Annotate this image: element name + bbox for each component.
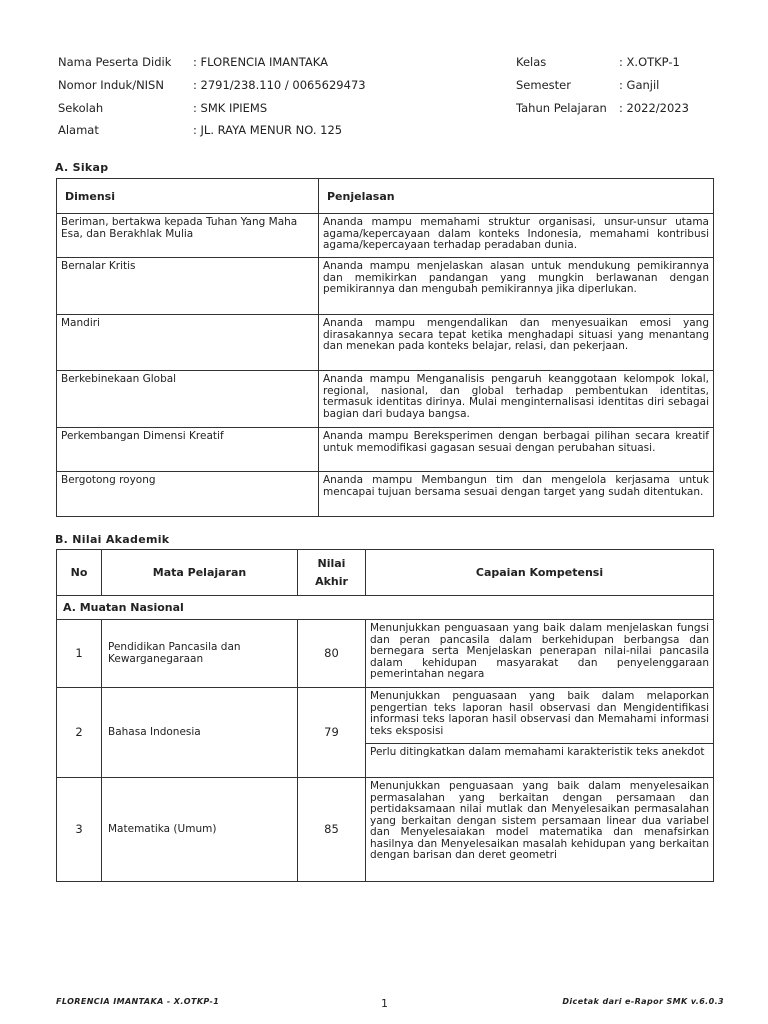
nilai-cell: 80 [298, 620, 366, 688]
penjelasan-cell: Ananda mampu memahami struktur organisasi, unsur-unsur utama agama/kepercayaan dalam konteks Indonesia, memahami kontribusi agama/kepercayaan terhadap peradaban dunia. [319, 214, 714, 258]
group-row [57, 596, 714, 620]
info-value: : 2791/238.110 / 0065629473 [193, 78, 366, 92]
table-row [57, 371, 714, 428]
mapel-cell: Matematika (Umum) [102, 778, 298, 882]
info-label: Tahun Pelajaran [516, 101, 607, 115]
table-header-row [57, 550, 714, 596]
dimensi-cell: Mandiri [57, 315, 319, 371]
info-label: Alamat [58, 123, 99, 137]
nilai-table [56, 549, 714, 882]
table-row [57, 620, 714, 688]
no-cell: 1 [57, 620, 102, 688]
info-label: Semester [516, 78, 571, 92]
header-nilai: Nilai Akhir [298, 550, 366, 596]
penjelasan-cell: Ananda mampu Menganalisis pengaruh keanggotaan kelompok lokal, regional, nasional, dan global terhadap pembentukan identitas, termasuk identitas dirinya. Mulai menginternalisasi identitas diri sebagai bagian dari budaya bangsa. [319, 371, 714, 428]
header-penjelasan: Penjelasan [319, 179, 714, 214]
info-label: Sekolah [58, 101, 104, 115]
info-label: Nama Peserta Didik [58, 55, 172, 69]
student-info-right [516, 55, 756, 125]
sikap-table [56, 178, 714, 517]
table-row [57, 688, 714, 744]
table-row [57, 778, 714, 882]
page-number: 1 [381, 997, 388, 1010]
penjelasan-cell: Ananda mampu Bereksperimen dengan berbagai pilihan secara kreatif untuk memodifikasi gagasan sesuai dengan perubahan situasi. [319, 428, 714, 472]
group-label: A. Muatan Nasional [57, 596, 714, 620]
table-row [57, 214, 714, 258]
table-row [57, 428, 714, 472]
table-row [57, 315, 714, 371]
header-no: No [57, 550, 102, 596]
info-value: : SMK IPIEMS [193, 101, 268, 115]
info-value: : X.OTKP-1 [619, 55, 680, 69]
footer-version: Dicetak dari e-Rapor SMK v.6.0.3 [562, 997, 724, 1006]
student-info-left [58, 55, 478, 145]
section-title-nilai: B. Nilai Akademik [55, 533, 170, 546]
header-mapel: Mata Pelajaran [102, 550, 298, 596]
dimensi-cell: Bergotong royong [57, 472, 319, 517]
table-row [57, 258, 714, 315]
info-label: Nomor Induk/NISN [58, 78, 164, 92]
dimensi-cell: Berkebinekaan Global [57, 371, 319, 428]
capaian-cell: Menunjukkan penguasaan yang baik dalam menjelaskan fungsi dan peran pancasila dalam berkehidupan berbangsa dan bernegara serta Menjelaskan penerapan nilai-nilai pancasila dalam kehidupan masyarakat dan penyelenggaraan pemerintahan negara [366, 620, 714, 688]
info-value: : 2022/2023 [619, 101, 689, 115]
dimensi-cell: Beriman, bertakwa kepada Tuhan Yang Maha Esa, dan Berakhlak Mulia [57, 214, 319, 258]
table-row [57, 472, 714, 517]
no-cell: 3 [57, 778, 102, 882]
mapel-cell: Bahasa Indonesia [102, 688, 298, 778]
section-title-sikap: A. Sikap [55, 161, 109, 174]
nilai-cell: 79 [298, 688, 366, 778]
penjelasan-cell: Ananda mampu mengendalikan dan menyesuaikan emosi yang dirasakannya secara tepat ketika menghadapi situasi yang menantang dan menekan pada konteks belajar, relasi, dan pekerjaan. [319, 315, 714, 371]
info-value: : FLORENCIA IMANTAKA [193, 55, 328, 69]
nilai-cell: 85 [298, 778, 366, 882]
penjelasan-cell: Ananda mampu Membangun tim dan mengelola kerjasama untuk mencapai tujuan bersama sesuai dengan target yang sudah ditentukan. [319, 472, 714, 517]
no-cell: 2 [57, 688, 102, 778]
info-value: : JL. RAYA MENUR NO. 125 [193, 123, 343, 137]
header-capaian: Capaian Kompetensi [366, 550, 714, 596]
info-value: : Ganjil [619, 78, 660, 92]
capaian-cell: Perlu ditingkatkan dalam memahami karakteristik teks anekdot [366, 744, 714, 778]
dimensi-cell: Perkembangan Dimensi Kreatif [57, 428, 319, 472]
penjelasan-cell: Ananda mampu menjelaskan alasan untuk mendukung pemikirannya dan memikirkan pandangan yang mungkin berlawanan dengan pemikirannya dan mengubah pemikirannya jika diperlukan. [319, 258, 714, 315]
header-dimensi: Dimensi [57, 179, 319, 214]
dimensi-cell: Bernalar Kritis [57, 258, 319, 315]
mapel-cell: Pendidikan Pancasila dan Kewarganegaraan [102, 620, 298, 688]
capaian-cell: Menunjukkan penguasaan yang baik dalam melaporkan pengertian teks laporan hasil observasi dan Mengidentifikasi informasi teks laporan hasil observasi dan Memahami informasi teks eksposisi [366, 688, 714, 744]
info-label: Kelas [516, 55, 547, 69]
table-header-row [57, 179, 714, 214]
capaian-cell: Menunjukkan penguasaan yang baik dalam menyelesaikan permasalahan yang berkaitan dengan persamaan dan pertidaksamaan nilai mutlak dan Menyelesaikan permasalahan yang berkaitan dengan sistem persamaan linear dua variabel dan Menyelesaiakan model matematika dan menafsirkan hasilnya dan Menyelesaikan masalah kehidupan yang berkaitan dengan barisan dan deret geometri [366, 778, 714, 882]
footer-student: FLORENCIA IMANTAKA - X.OTKP-1 [56, 997, 220, 1006]
